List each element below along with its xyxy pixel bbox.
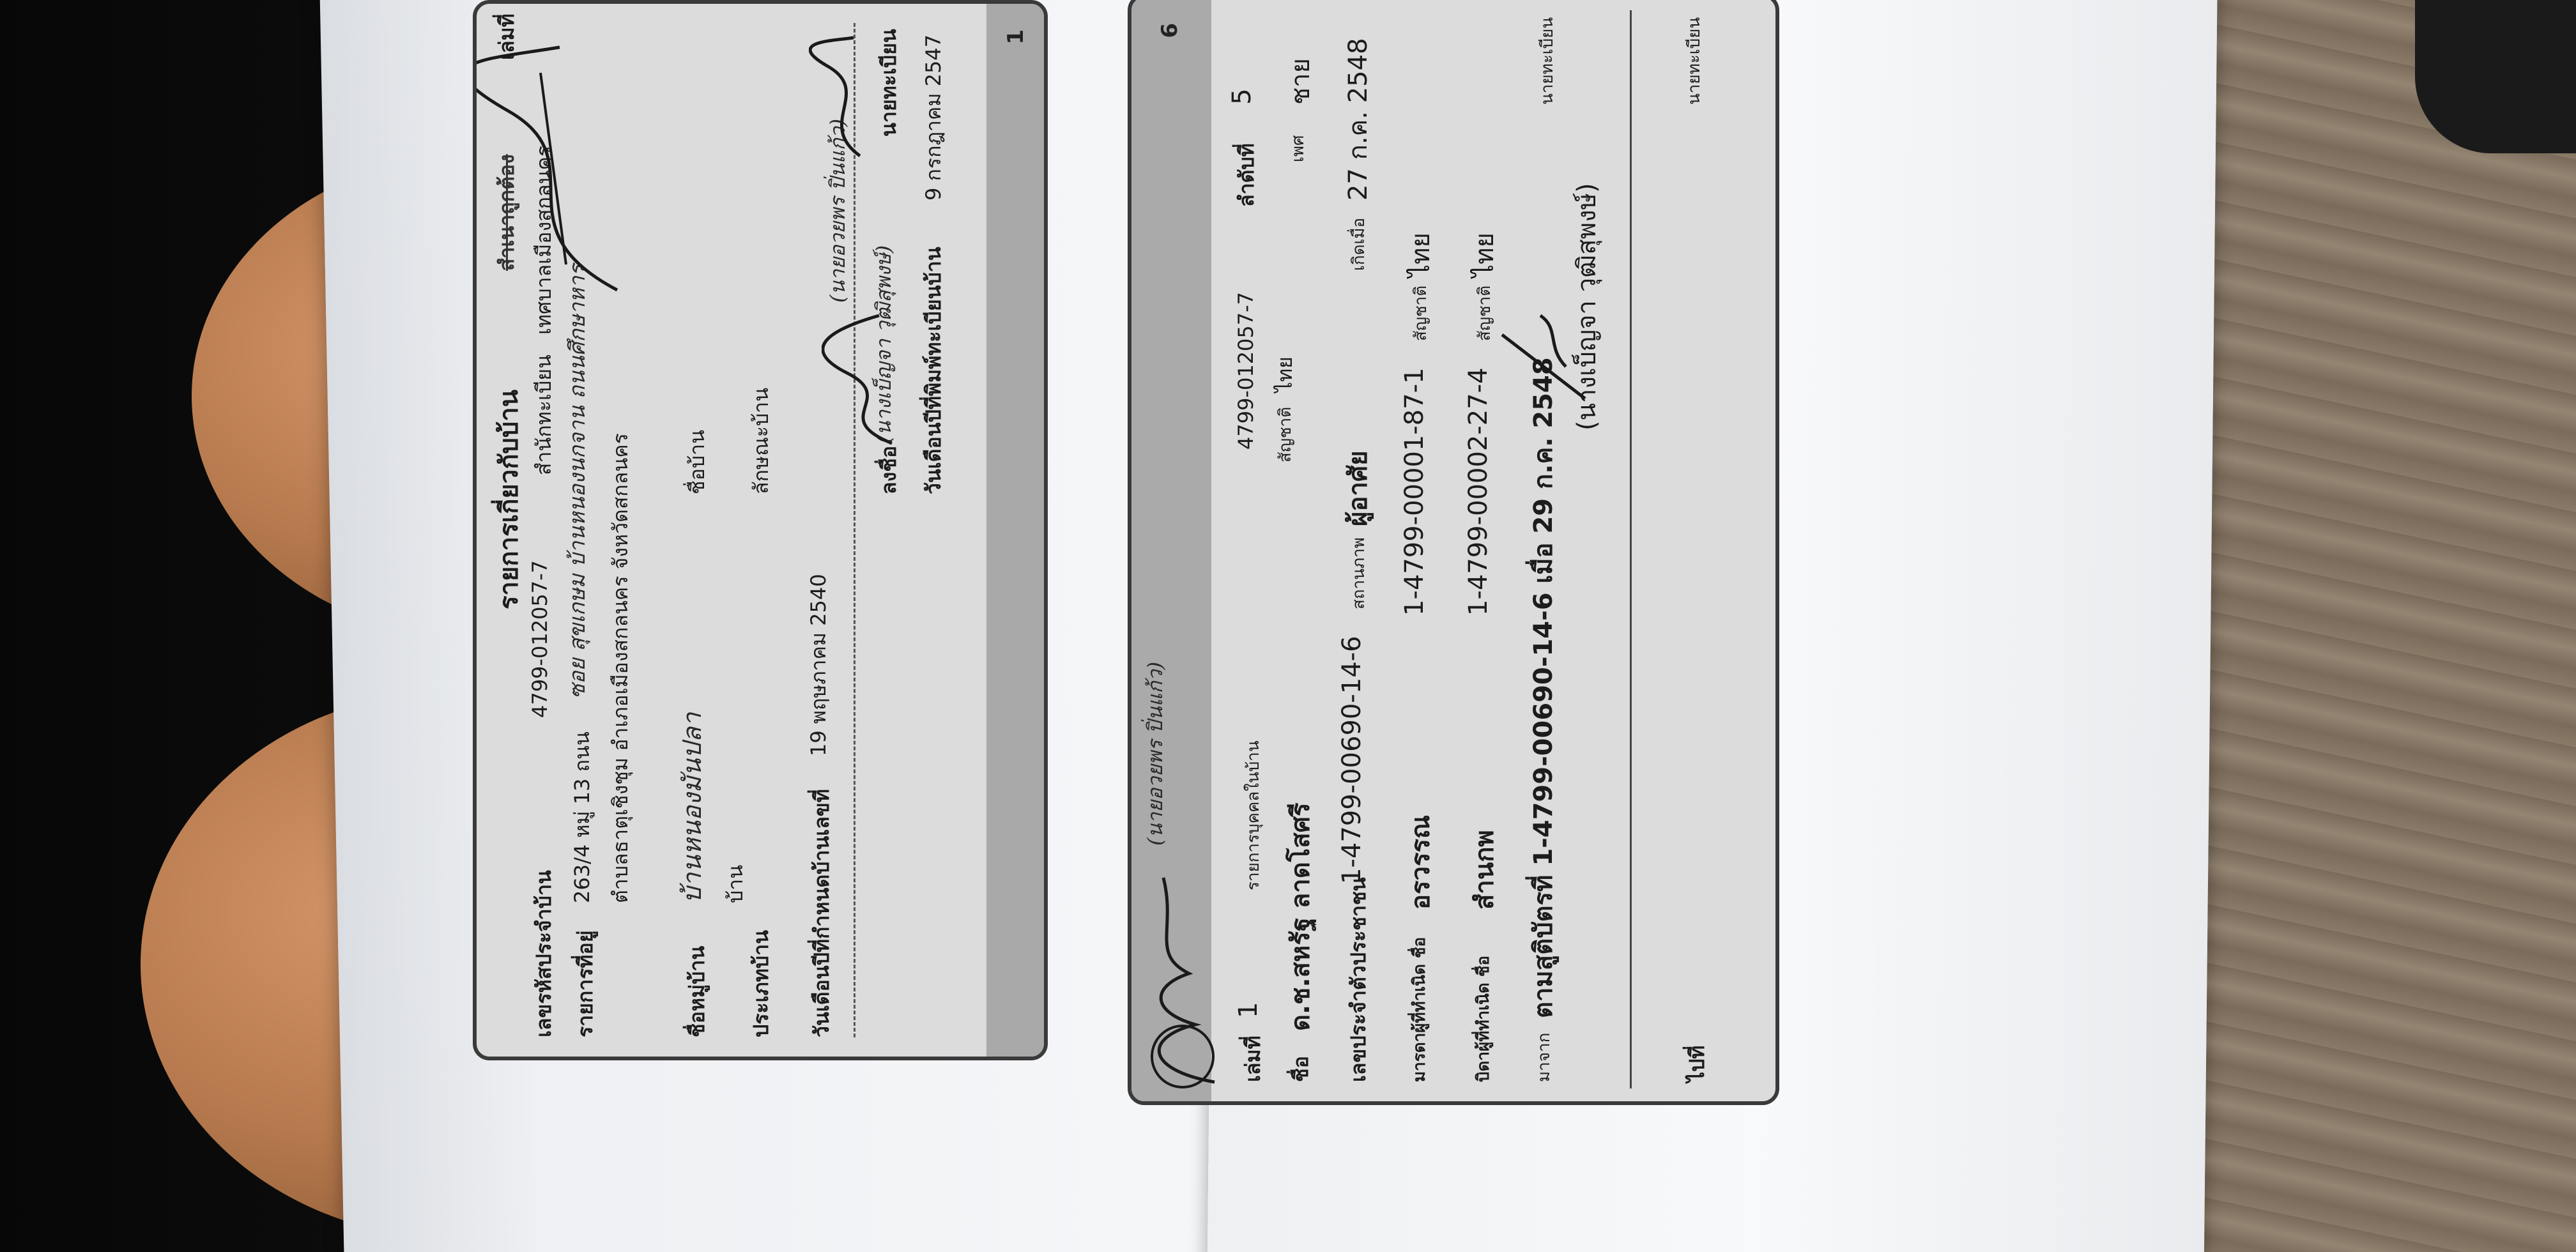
house-name-label: ชื่อบ้าน [685, 429, 709, 494]
sex-label: เพศ [1289, 135, 1308, 162]
father-label: บิดาผู้ที่ทำเนิด ชื่อ [1474, 956, 1493, 1082]
moved-from-label: มาจาก [1535, 1032, 1554, 1082]
id-label: เลขประจำตัวประชาชน [1346, 877, 1370, 1082]
village-label: ชื่อหมู่บ้าน [685, 945, 709, 1037]
book-value: 1 [1234, 1002, 1263, 1018]
father-nationality-label: สัญชาติ [1475, 285, 1494, 341]
page-number: 1 [1003, 29, 1029, 45]
status-value: ผู้อาศัย [1344, 450, 1373, 526]
section-divider [1630, 10, 1632, 1088]
registrar-name: (นางเบ็ญจา วุฒิสุพงษ์) [871, 245, 896, 443]
mother-id: 1-4799-00001-87-1 [1400, 367, 1429, 616]
name-label: ชื่อ [1289, 1056, 1313, 1082]
moved-to-label: ไปที่ [1685, 1045, 1709, 1082]
house-code-value: 4799-012057-7 [1234, 291, 1258, 450]
registrar-name: (นางเบ็ญจา วุฒิสุพงษ์) [1572, 183, 1602, 431]
mother-nationality-label: สัญชาติ [1411, 285, 1430, 341]
signature-stroke-top [473, 34, 636, 303]
address-label: รายการที่อยู่ [573, 930, 597, 1037]
address-handwritten: ซอย สุขเกษม บ้านหนองนกจาน ถนนศึกษาหาร [565, 264, 590, 699]
assigned-date-value: 19 พฤษภาคม 2540 [806, 574, 831, 756]
father-name: สำนกพ [1470, 830, 1499, 910]
print-date-value: 9 กรกฎาคม 2547 [921, 34, 946, 201]
assigned-date-label: วันเดือนปีที่กำหนดบ้านเลขที่ [809, 789, 834, 1037]
birth-value: 27 ก.ค. 2548 [1344, 38, 1373, 201]
house-code-label: เลขรหัสประจำบ้าน [532, 870, 556, 1037]
copy-stamp: สำเนาถูกต้อง [494, 154, 519, 271]
registrar-title: นายทะเบียน [1538, 17, 1557, 105]
mother-nationality: ไทย [1406, 233, 1436, 277]
signature-label: ลงชื่อ [877, 445, 901, 494]
father-nationality: ไทย [1470, 233, 1499, 277]
mother-label: มารดาผู้ที่ทำเนิด ชื่อ [1410, 936, 1429, 1082]
fabric-background [2185, 0, 2576, 1252]
signature-stroke-bottom [1489, 271, 1591, 411]
house-type-value: บ้าน [723, 864, 747, 903]
status-label: สถานภาพ [1349, 537, 1368, 609]
registrar-title: นายทะเบียน [877, 29, 901, 137]
birth-label: เกิดเมื่อ [1349, 217, 1368, 271]
person-record-card [1128, 0, 1779, 1105]
registry-note: รายการบุคคลในบ้าน [1244, 740, 1263, 890]
moved-from-value: ตามสูติบัตรที่ 1-4799-00690-14-6 เมื่อ 29 ก.ค. 2548 [1529, 357, 1558, 1018]
house-feature-label: ลักษณะบ้าน [749, 387, 773, 494]
village-value: บ้านหนองมันปลา [678, 712, 707, 903]
copy-certifier: (นายอวยพร ปิ่นแก้ว) [825, 118, 850, 303]
house-type-label: ประเภทบ้าน [749, 930, 773, 1037]
sequence-label: ลำดับที่ [1234, 143, 1259, 207]
father-id: 1-4799-00002-27-4 [1464, 367, 1493, 616]
id-value: 1-4799-00690-14-6 [1337, 636, 1367, 884]
signature-stroke-top [1138, 852, 1234, 1095]
house-record-card [473, 0, 1048, 1060]
sex-value: ชาย [1286, 57, 1315, 105]
signature-stroke-right [809, 34, 879, 162]
copy-certifier: (นายอวยพร ปิ่นแก้ว) [1143, 661, 1167, 846]
book-label: เล่มที่ [494, 13, 519, 60]
signature-stroke-bottom [822, 303, 911, 456]
page-number: 6 [1157, 23, 1183, 38]
dark-corner [2415, 0, 2576, 153]
house-code-value: 4799-012057-7 [528, 560, 552, 718]
nationality-header-label: สัญชาติ [1276, 406, 1295, 462]
book-label: เล่มที่ [1241, 1035, 1265, 1082]
nationality-header-value: ไทย [1273, 356, 1297, 392]
registry-office-value: เทศบาลเมืองสกลนคร [532, 145, 556, 335]
name-value: ด.ช.สหรัฐ ลาดโสศรี [1286, 802, 1315, 1031]
house-record-footer-strip [986, 4, 1044, 1057]
mother-name: อรวรรณ [1406, 814, 1436, 910]
sequence-value: 5 [1227, 88, 1257, 105]
section-title: รายการเกี่ยวกับบ้าน [494, 389, 524, 609]
address-line-2: ตำบลธาตุเชิงชุม อำเภอเมืองสกลนคร จังหวัดสกลนคร [608, 433, 632, 903]
registrar-title-secondary: นายทะเบียน [1685, 17, 1704, 105]
registry-office-label: สำนักทะเบียน [532, 355, 556, 475]
print-date-label: วันเดือนปีที่พิมพ์ทะเบียนบ้าน [921, 247, 946, 494]
address-line-1: 263/4 หมู่ 13 ถนน [570, 731, 594, 903]
